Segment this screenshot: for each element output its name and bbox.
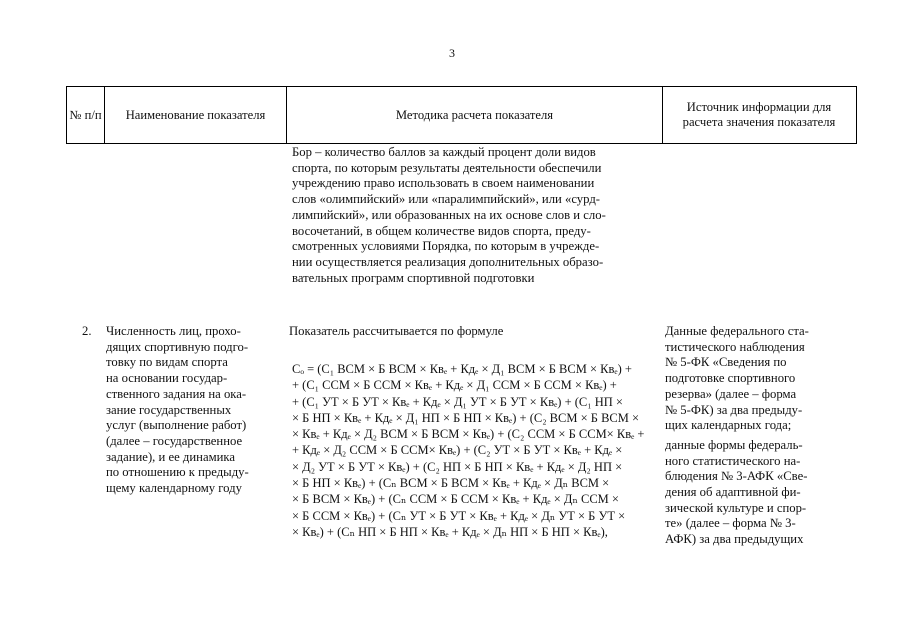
formula-line: × Б ВСМ × Квₑ) + (Сₙ ССМ × Б ССМ × Квₑ + Кдₑ × Дₙ ССМ ×	[292, 492, 619, 507]
text-line: Численность лиц, прохо-	[106, 324, 241, 338]
formula-line: × Квₑ + Кдₑ × Д₂ ВСМ × Б ВСМ × Квₑ) + (С₂ ССМ × Б ССМ× Квₑ +	[292, 427, 645, 442]
formula-line: + (С₁ УТ × Б УТ × Квₑ + Кдₑ × Д₁ УТ × Б УТ × Квₑ) + (С₁ НП ×	[292, 394, 623, 409]
text-line: вательных программ спортивной подготовки	[292, 270, 535, 285]
formula-line: × Квₑ) + (Сₙ НП × Б НП × Квₑ + Кдₑ × Дₙ НП × Б НП × Квₑ),	[292, 524, 608, 539]
text-line: ственного задания на ока-	[106, 386, 247, 401]
formula-line: × Б НП × Квₑ + Кдₑ × Д₁ НП × Б НП × Квₑ) + (С₂ ВСМ × Б ВСМ ×	[292, 410, 640, 425]
text-line: данные формы федераль-	[665, 437, 803, 452]
text-line: те» (далее – форма № 3-	[665, 516, 796, 531]
header-name: Наименование показателя	[125, 107, 266, 122]
text-line: восочетаний, в общем количестве видов спорта, преду-	[292, 223, 591, 238]
text-line: резерва» (далее – форма	[665, 386, 797, 401]
text-line: смотренных условиями Порядка, по которым в учрежде-	[292, 239, 600, 254]
header-num: № п/п	[69, 107, 102, 122]
text-line: (далее – государственное	[106, 433, 243, 448]
formula-line: × Б НП × Квₑ) + (Сₙ ВСМ × Б ВСМ × Квₑ + Кдₑ × Дₙ ВСМ ×	[292, 476, 610, 491]
text-line: товку по видам спорта	[106, 355, 228, 370]
calculation-formula	[292, 361, 658, 540]
continued-method-text	[292, 145, 656, 286]
formula-line: × Д₂ УТ × Б УТ × Квₑ) + (С₂ НП × Б НП × Квₑ + Кдₑ × Д₂ НП ×	[292, 459, 623, 474]
formula-line: + Кдₑ × Д₂ ССМ × Б ССМ× Квₑ) + (С₂ УТ × Б УТ × Квₑ + Кдₑ ×	[292, 443, 623, 458]
text-line: на основании государ-	[106, 371, 228, 386]
text-line: Бор – количество баллов за каждый процент доли видов	[292, 145, 596, 159]
text-line: нии осуществляется реализация дополнительных образо-	[292, 254, 604, 269]
text-line: учреждению право использовать в своем наименовании	[292, 176, 595, 191]
row-number: 2.	[82, 324, 92, 338]
text-line: № 5-ФК) за два предыду-	[665, 402, 803, 417]
text-line: щему календарному году	[106, 481, 242, 496]
text-line: блюдения № 3-АФК «Све-	[665, 469, 808, 484]
text-line: Показатель рассчитывается по формуле	[289, 324, 504, 338]
header-source: Источник информации для расчета значения показателя	[682, 100, 836, 129]
text-line: лимпийский», или образованных на их основе слов и сло-	[292, 207, 606, 222]
text-line: ного статистического на-	[665, 453, 801, 468]
text-line: задание), и ее динамика	[106, 449, 235, 464]
text-line: по отношению к предыду-	[106, 465, 249, 480]
text-line: АФК) за два предыдущих	[665, 532, 804, 547]
text-line: дящих спортивную подго-	[106, 339, 249, 354]
text-line: зание государственных	[106, 402, 232, 417]
text-line: тистического наблюдения	[665, 339, 805, 354]
column-divider	[662, 86, 663, 144]
text-line: дения об адаптивной фи-	[665, 485, 801, 500]
text-line: зической культуре и спор-	[665, 500, 807, 515]
text-line: подготовке спортивного	[665, 371, 796, 386]
text-line: щих календарных года;	[665, 418, 792, 433]
text-line: спорта, по которым результаты деятельности обеспечили	[292, 160, 602, 175]
information-source	[665, 324, 845, 548]
text-line: слов «олимпийский» или «паралимпийский», или «сурд-	[292, 192, 601, 207]
formula-line: Сₒ = (С₁ ВСМ × Б ВСМ × Квₑ + Кдₑ × Д₁ ВСМ × Б ВСМ × Квₑ) +	[292, 362, 632, 376]
indicator-name	[106, 324, 284, 497]
formula-line: × Б ССМ × Квₑ) + (Сₙ УТ × Б УТ × Квₑ + Кдₑ × Дₙ УТ × Б УТ ×	[292, 508, 626, 523]
text-line: Данные федерального ста-	[665, 324, 809, 338]
text-line: № 5-ФК «Сведения по	[665, 355, 787, 370]
header-method: Методика расчета показателя	[395, 107, 554, 122]
page-number: 3	[449, 46, 455, 60]
text-line: услуг (выполнение работ)	[106, 418, 247, 433]
method-intro	[289, 324, 659, 340]
formula-line: + (С₁ ССМ × Б ССМ × Квₑ + Кдₑ × Д₁ ССМ × Б ССМ × Квₑ) +	[292, 378, 617, 393]
